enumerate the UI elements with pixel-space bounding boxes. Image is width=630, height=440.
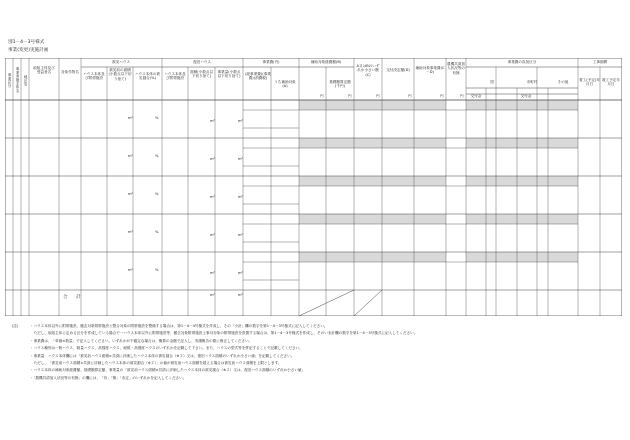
col-fukkyu-honntai: ハウス本体及び附帯施設 [164,72,186,81]
col-sakumotsu: 対象作物名 [61,70,79,74]
note-text: ・事業量：ハウス本体欄には「被災前ハウス面積×共済に評価したハウス本体の被災割合（※２）又は、復旧ハウス面積のいずれか小さい値」を記載してください。 [30,353,295,358]
shaded-cell [466,176,578,186]
note-line [12,345,612,352]
shaded-cell [299,176,382,186]
unit-m2-total: m² [210,293,215,297]
shaded-cell [299,214,382,224]
unit-m2-jigyouryou: m² [238,195,243,199]
col-jigyouhi-sub: (総事業費)(事業費)(消費税) [245,72,271,81]
notes [12,323,612,382]
unit-m2-hisai: m² [128,116,133,120]
note-text: ただし、「被災前ハウス面積×共済に評価したハウス本体の被災割合（※２）」の値が被災前ハウス面積を超える場合は被災前ハウス面積を上限とします。 [30,361,282,366]
unit-m2-jigyouryou: m² [238,233,243,237]
col-chiku: 地区名 [24,74,28,86]
total-label: 合 計 [63,295,81,300]
col-uchi-hojo: うち補助対象(A) [274,80,296,89]
col-jigyouryou: 事業量(小数点以下切り捨て) [217,70,241,79]
shaded-cell [466,138,578,148]
grid-line [354,290,382,316]
shaded-cell [299,252,382,262]
col-a-or-b: A又はBのいずれか小さい額(C) [356,64,380,77]
note-line [12,367,612,374]
unit-yen: 円 [460,94,464,98]
note-text: ただし、取組主体に定める区分を作成している場合で一ハウス本体以外に附帯施設等、撤去対象附帯施設上事対対象の附帯施設を設置する場合は、第1－4－3号様式を作成し、そのいま計欄の数字を第1－4－3号様式に記入してください。 [30,331,418,336]
shaded-cell [299,100,382,110]
note-lead: (注) [12,324,19,328]
unit-m2-fukkyu: m² [210,195,215,199]
unit-m2-jigyouryou: m² [238,119,243,123]
unit-percent: % [155,154,159,158]
unit-yen: 円 [348,94,352,98]
unit-m2-hisai: m² [128,192,133,196]
note-line [12,375,612,382]
table-title: 事業(変更)実施計画 [8,48,49,53]
col-futan-kubun: 事業費の負担区分 [507,60,537,64]
note-line [12,323,612,330]
col-hojo-kei: 補助対象経費額(B) [310,60,342,64]
unit-yen: 円 [408,94,412,98]
shaded-cell [466,100,578,110]
col-todoufuken: 市町村 [526,80,538,84]
col-hisai-wariai: ハウス本体の被災割合(%) [134,72,161,81]
unit-m2-hisai: m² [128,230,133,234]
shaded-cell [466,252,578,262]
col-kouhukin-sub: 交付金 [470,94,482,98]
note-text: ・「農機共済加入状況等の有無」の欄には、「有」「無」「未定」のいずれかを記入してください。 [30,375,187,380]
note-text: ・ハウス本体の補助対象経費額、基礎額算定額、事業量の「被災前ハウス面積×共済に評価したハウス本体の被災割合（※２）又は、復旧ハウス面積のいずれか小さい値」 [30,368,306,373]
col-sonota: その他 [557,80,569,84]
col-group-fukkyu: 復旧ハウス [193,60,211,64]
note-text: ・事業費は、「単価×数量」で記入してください。いずれかが不確定な場合は、概算の金額で記入し、実績報告の際に修正してください。 [30,338,253,343]
note-text: ・ハウス本体以外に附帯施設、撤去対象附帯施設と整合対象の附帯施設を整備する場合は、第1－4－4号様式を作成し、その「小計」欄の数字を第1－4－3号様式に記入してください。 [30,324,328,328]
col-hisai-menseki: 被災前の面積(小数点以下切り捨て) [108,68,132,81]
unit-m2-fukkyu: m² [210,119,215,123]
unit-m2-fukkyu: m² [210,233,215,237]
col-jigyou-jisshi: 事業実施主体名 [16,67,20,93]
unit-yen: 円 [440,94,444,98]
unit-m2-hisai: m² [128,154,133,158]
col-hojo-jigyou: 補助対象事業費(C－D) [415,66,445,75]
note-line [12,338,612,345]
note-line [12,330,612,337]
shaded-cell [299,138,382,148]
col-house-honntai: ハウス本体及び附帯施設 [83,72,105,81]
unit-m2-total-2: m² [238,293,243,297]
col-jutaku: 取組主体及び受益者名 [33,66,55,75]
unit-m2-fukkyu: m² [210,157,215,161]
shaded-cell [466,214,578,224]
col-fukkyu-menseki: 面積(小数点以下切り捨て) [190,70,213,79]
plan-table [5,58,622,316]
unit-percent: % [155,116,159,120]
unit-percent: % [155,230,159,234]
col-shunkou: 竣工予定年月日 [602,78,620,87]
note-line [12,360,612,367]
col-kijun: 基礎額算定額(千円) [329,80,351,89]
unit-yen: 円 [320,94,324,98]
col-jigyou-kubun: 事業区分 [8,72,12,88]
col-kuni: 国 [490,80,494,84]
grid-line [299,290,354,316]
form-number: 別1－4－3号様式 [8,40,45,45]
unit-m2-hisai: m² [128,268,133,272]
unit-percent: % [155,268,159,272]
col-jigyouhi: 事業費(円) [262,60,280,64]
unit-m2-jigyouryou: m² [238,157,243,161]
col-kouhukin: 交付決定額(D) [386,68,410,72]
note-text: ・ハウス種別は一般ハウス、軽量ハウス、高強度ハウス、耐候・高強度ハウスのいずれかを記載して下さい。また、ハウスの型式等を併記することで記載してください。 [30,346,303,351]
col-chakkou: 着工(予定)年月日 [579,78,600,87]
col-kouhukin-sub-2: 交付金 [520,94,532,98]
unit-m2-fukkyu: m² [210,271,215,275]
col-kouki: 工事期間 [592,60,608,64]
unit-percent: % [155,192,159,196]
notes-body [12,323,612,382]
col-group-hisai: 被災ハウス [112,60,130,64]
unit-m2-jigyouryou: m² [238,271,243,275]
unit-yen: 円 [376,94,380,98]
col-nougyou: 農機共済加入状況等の有無 [447,62,465,75]
note-line [12,353,612,360]
